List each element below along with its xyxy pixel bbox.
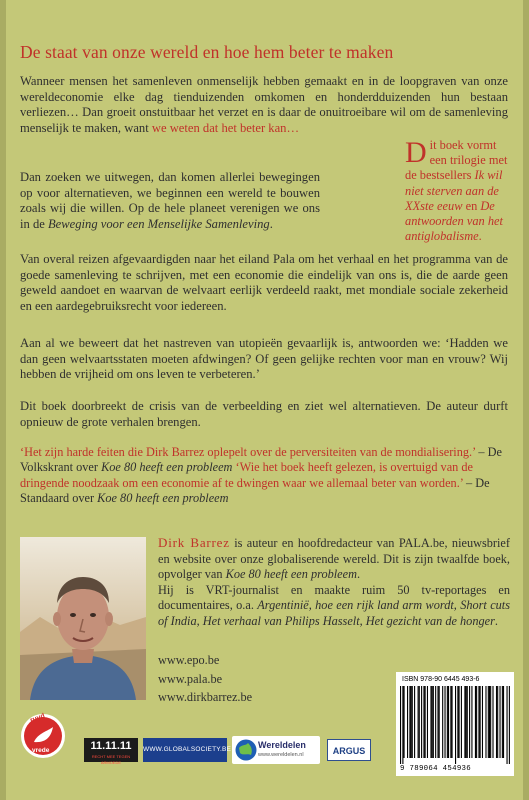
intro-text: Wanneer mensen het samenleven onmenselijk hebben gemaakt en in de loopgraven van onze wereldeconomie elke dag tienduizenden omkomen en honderdduizenden hun bestaan verliezen… Dan groeit onstuitbaar het verzet en is daar de onuitroeibare wil om de samenleving menselijk te maken, want	[20, 74, 508, 135]
barcode-icon	[400, 686, 510, 764]
elevens-logo-text: 11.11.11	[90, 740, 132, 752]
barcode-bar	[409, 686, 410, 758]
url-epo[interactable]: www.epo.be	[158, 653, 220, 667]
barcode-bar	[455, 686, 456, 764]
author-bio	[158, 535, 510, 629]
barcode-bar	[419, 686, 420, 758]
globalsociety-logo: WWW.GLOBALSOCIETY.BE	[143, 738, 227, 762]
intro-highlight: we weten dat het beter kan…	[151, 120, 300, 135]
barcode-bar	[499, 686, 500, 758]
barcode-bar	[451, 686, 452, 758]
barcode-bar	[407, 686, 408, 758]
barcode-bar	[414, 686, 415, 758]
barcode-bar	[466, 686, 467, 758]
trilogy-and: en	[462, 198, 481, 213]
barcode-bar	[469, 686, 470, 758]
utopia-paragraph: Aan al we beweert dat het nastreven van utopieën gevaarlijk is, antwoorden we: ‘Hadden we dan geen welvaartsstaten moeten afdwingen? Of geen gelijke rechten voor man en vrouw? Wij hebben de vrijheid om ons leven te verbeteren.’	[20, 336, 508, 382]
elevens-logo-subtext: RECHT MEE TEGEN ARMOEDE	[91, 754, 131, 765]
bio-text-1: is auteur en hoofdredacteur van PALA.be, nieuwsbrief en website over onze globaliserende wereld. Dit is zijn twaalfde boek, opvolger van	[158, 536, 510, 581]
cover-edge-left	[0, 0, 6, 800]
barcode-bar	[475, 686, 476, 758]
barcode-bar	[423, 686, 424, 758]
author-photo	[20, 537, 146, 700]
barcode-bar	[482, 686, 483, 758]
cover-headline: De staat van onze wereld en hoe hem beter te maken	[20, 42, 394, 62]
wereldelen-logo-text: Wereldelen	[258, 740, 306, 750]
barcode-bar	[427, 686, 428, 758]
barcode-bar	[476, 686, 477, 758]
barcode-bar	[421, 686, 422, 758]
barcode-bar	[480, 686, 481, 758]
barcode-bar	[485, 686, 486, 758]
movement-title: Beweging voor een Menselijke Samenleving	[47, 216, 270, 231]
alternatives-paragraph	[20, 170, 320, 232]
url-pala[interactable]: www.pala.be	[158, 671, 223, 686]
barcode-bar	[425, 686, 426, 758]
website-list	[158, 651, 358, 707]
barcode-bar	[506, 686, 507, 764]
barcode-bar	[509, 686, 510, 764]
barcode-bar	[502, 686, 503, 758]
quote-source-2-title: Koe 80 heeft een probleem	[97, 491, 229, 506]
barcode-bar	[489, 686, 490, 758]
isbn-label: ISBN 978-90 6445 493-6	[402, 676, 480, 683]
barcode-bar	[450, 686, 451, 758]
barcode-bar	[459, 686, 460, 758]
bio-text-1-end: .	[356, 567, 361, 581]
quote-source-2: – De Standaard over	[20, 475, 490, 506]
quote-volkskrant: ‘Het zijn harde feiten die Dirk Barrez oplepelt over de perversiteiten van de mondialisering.’	[20, 445, 476, 459]
barcode-bar	[411, 686, 412, 758]
barcode-bar	[471, 686, 472, 758]
barcode-bar	[488, 686, 489, 758]
trilogy-end: .	[478, 229, 482, 244]
barcode-bar	[402, 686, 403, 764]
ruyd-logo-text: ruyd	[29, 712, 46, 725]
barcode-bar	[447, 686, 448, 758]
barcode-bar	[461, 686, 462, 758]
barcode-bar	[442, 686, 443, 758]
barcode-bar	[437, 686, 438, 758]
trilogy-text: it boek vormt een trilogie met de bestsellers	[405, 138, 508, 183]
barcode-bar	[457, 686, 458, 758]
trilogy-callout	[405, 138, 513, 244]
alternatives-text: Dan zoeken we uitwegen, dan komen allerlei bewegingen op voor alternatieven, we beginnen een wereld te bouwen zoals wij die willen. Op de hele planeet verenigen we ons in de	[20, 170, 320, 231]
bio-documentaries: Argentinië, hoe een rijk land arm wordt, Short cuts of India, Het verhaal van Philips Hasselt, Het gezicht van de honger	[158, 598, 511, 628]
barcode-bar	[467, 686, 468, 758]
barcode-bar	[404, 686, 405, 758]
ruyd-logo	[20, 713, 66, 759]
dropcap: D	[405, 136, 427, 169]
barcode-bar	[464, 686, 465, 758]
barcode-bar	[412, 686, 413, 758]
crisis-paragraph: Dit boek doorbreekt de crisis van de verbeelding en ziet wel alternatieven. De auteur durft opnieuw de grote verhalen brengen.	[20, 399, 508, 429]
barcode-bar	[439, 686, 440, 758]
barcode-bar	[433, 686, 434, 758]
elevens-logo	[84, 738, 138, 765]
barcode-bar	[496, 686, 497, 758]
author-name: Dirk Barrez	[158, 535, 230, 550]
quote-source-1-title: Koe 80 heeft een probleem	[101, 460, 233, 475]
wereldelen-logo	[232, 736, 320, 764]
url-dirkbarrez[interactable]: www.dirkbarrez.be	[158, 690, 253, 704]
bio-text-2: Hij is VRT-journalist en maakte ruim 50 tv-reportages en documentaires, o.a.	[158, 582, 510, 612]
bio-previous-book: Koe 80 heeft een probleem	[225, 567, 357, 581]
bio-text-2-end: .	[494, 613, 498, 628]
intro-paragraph	[20, 74, 508, 136]
barcode-bar	[448, 686, 449, 758]
trilogy-title-1: Ik wil niet sterven aan de XXste eeuw	[405, 168, 503, 213]
quote-source-1: – De Volkskrant over	[20, 445, 502, 475]
argus-logo: ARGUS	[327, 739, 371, 761]
ruyd-logo-text-2: vrede	[32, 747, 50, 754]
barcode-bar	[430, 686, 431, 758]
cover-edge-right	[523, 0, 529, 800]
pala-paragraph: Van overal reizen afgevaardigden naar het eiland Pala om het verhaal en het programma van de goede samenleving te schrijven, met een economie die eindelijk van ons is, die de aarde geen geweld aandoet en waarvan de welvaart eerlijk verdeeld raakt, met mondiale sociale zekerheid en een aardegebruiksrecht voor iedereen.	[20, 252, 508, 313]
barcode-number: 9 789064 454936	[400, 765, 472, 773]
barcode-bar	[444, 686, 445, 758]
trilogy-title-2: De antwoorden van het antiglobalisme	[405, 198, 503, 244]
quote-standaard: ‘Wie het boek heeft gelezen, is overtuigd van de dringende noodzaak om een economie af te dwingen waar we allemaal beter van worden.’	[20, 460, 473, 490]
barcode-bar	[478, 686, 479, 758]
alternatives-end: .	[269, 216, 273, 231]
barcode-bar	[497, 686, 498, 758]
author-portrait-image	[20, 537, 146, 700]
barcode-bar	[490, 686, 491, 758]
barcode-bar	[435, 686, 436, 758]
barcode-bar	[432, 686, 433, 758]
barcode-box	[396, 672, 514, 776]
globe-icon	[234, 738, 258, 762]
wereldelen-logo-url: www.wereldelen.nl	[258, 752, 304, 758]
barcode-bar	[400, 686, 401, 764]
barcode-bar	[418, 686, 419, 758]
press-quotes	[20, 445, 510, 507]
barcode-bar	[492, 686, 493, 758]
barcode-bar	[503, 686, 504, 758]
